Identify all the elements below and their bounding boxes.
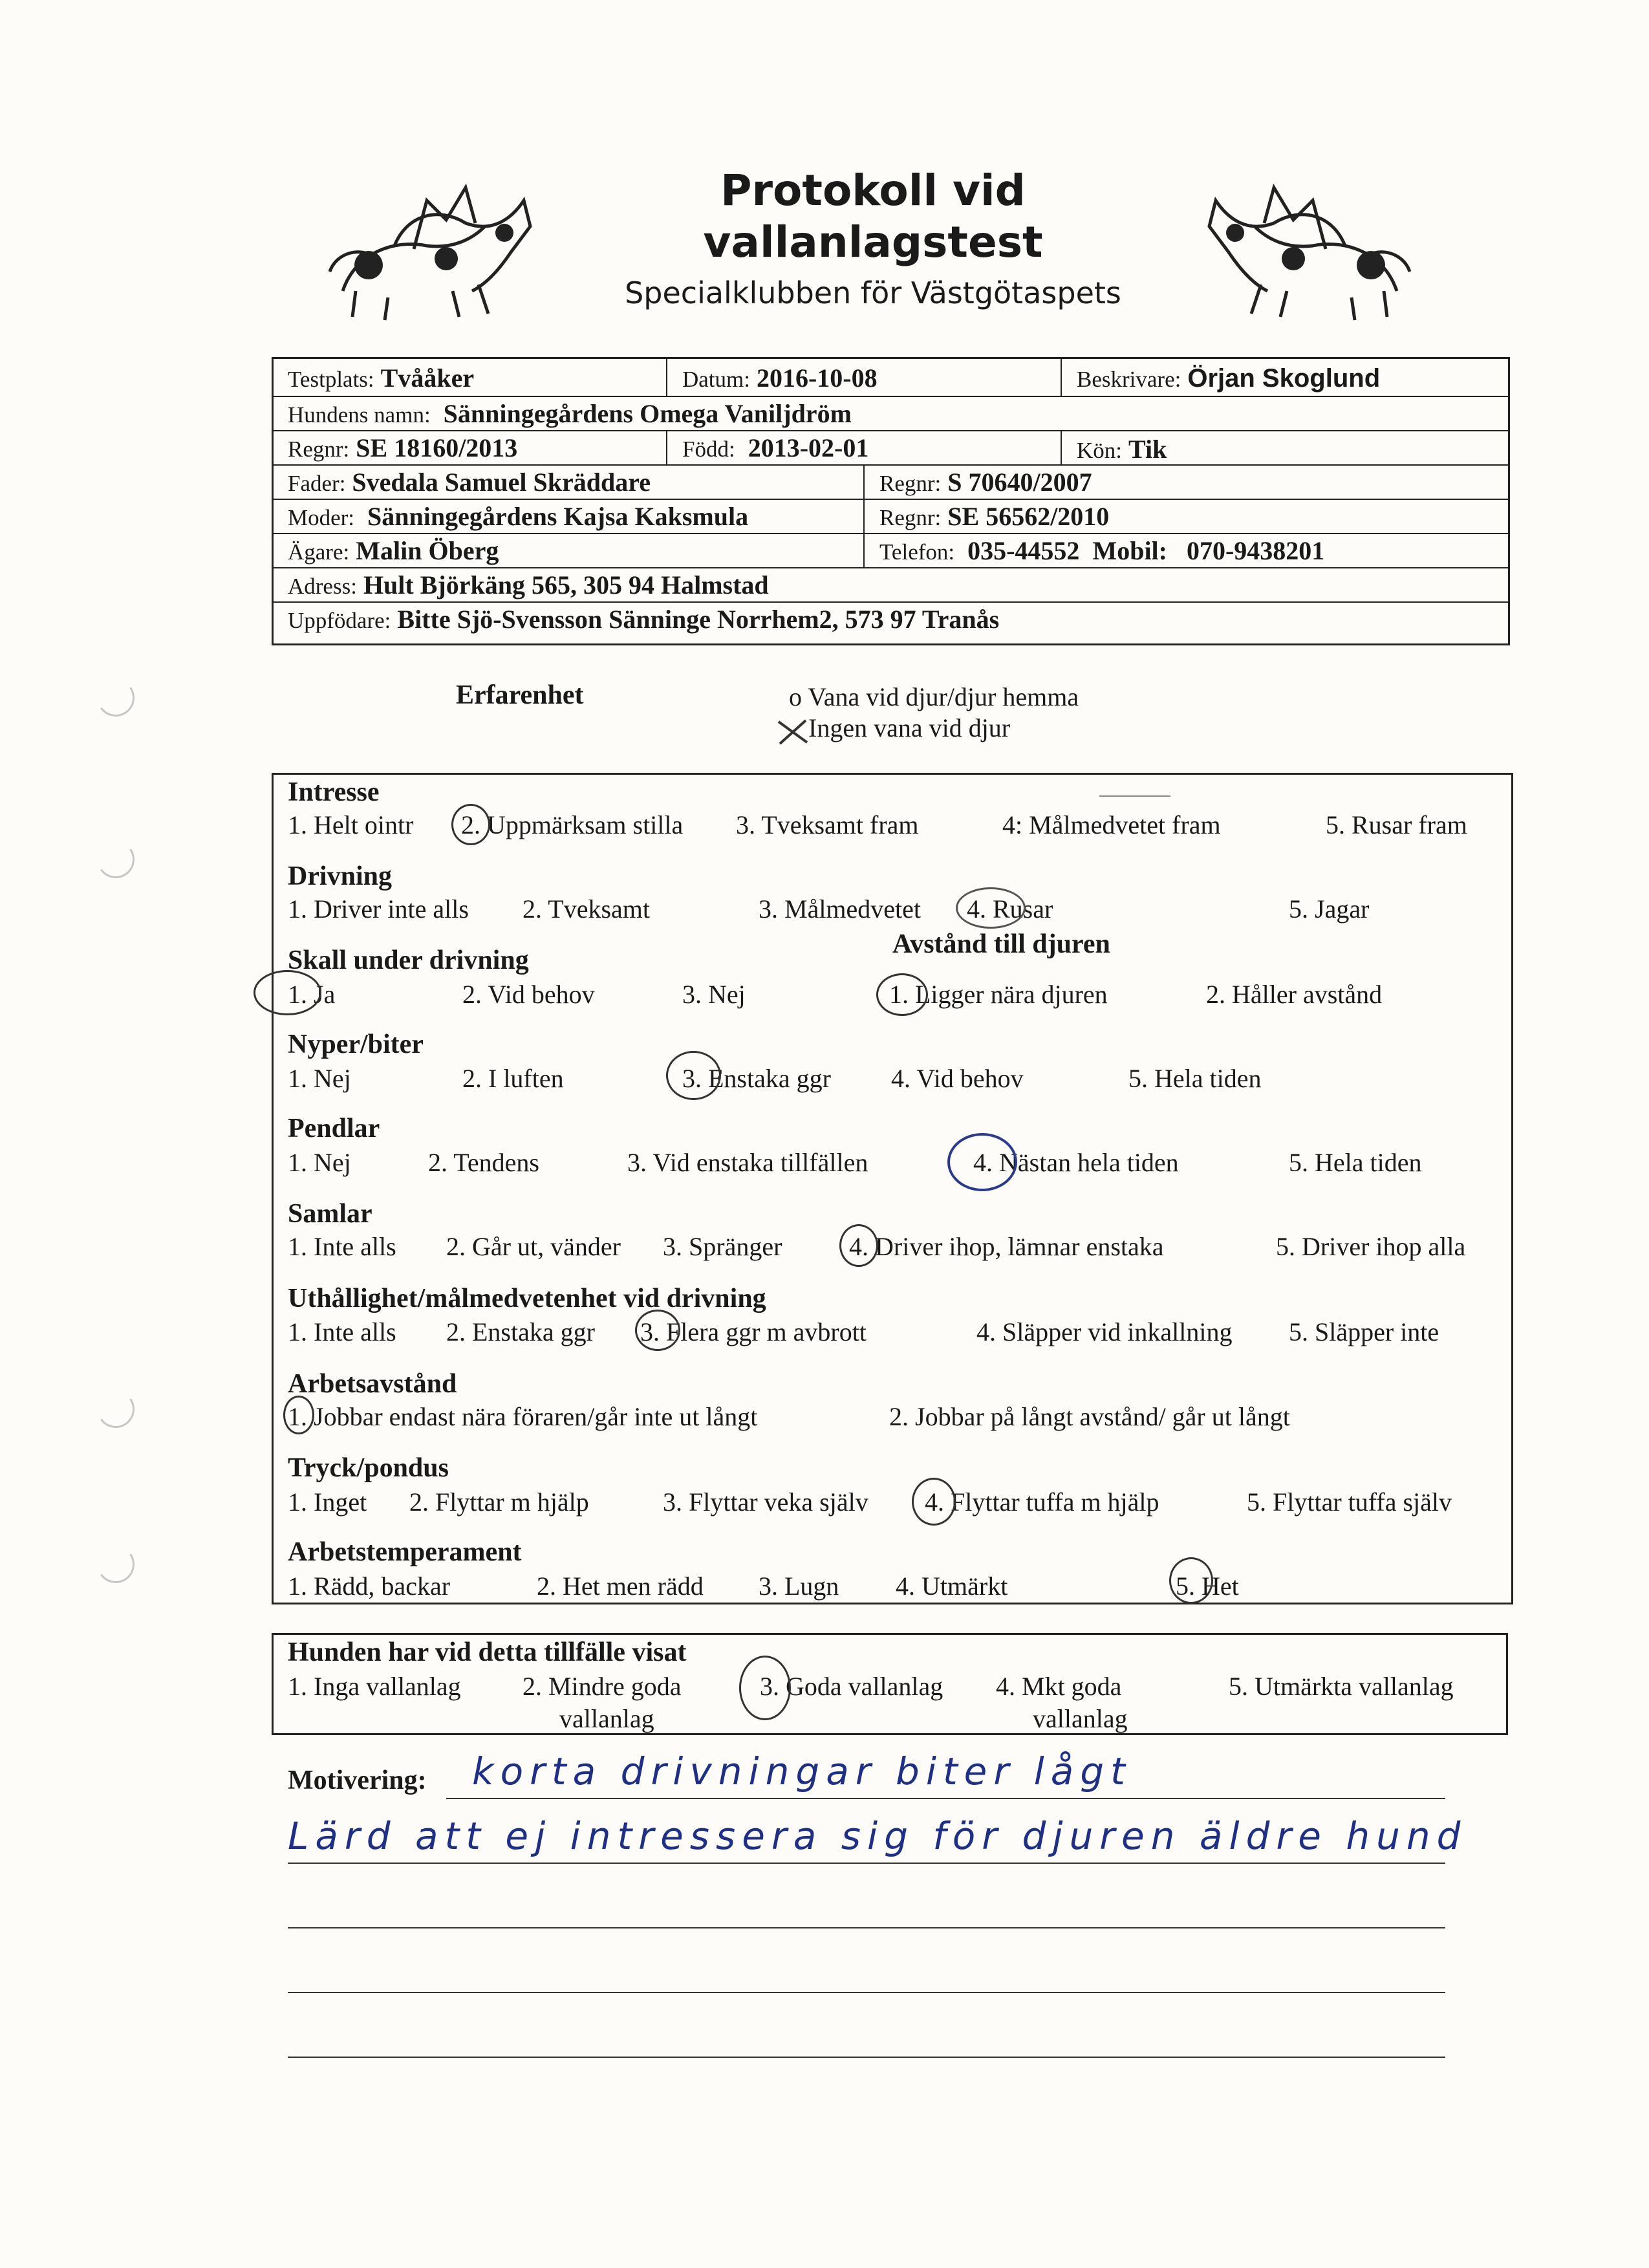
pendlar-option-5: 5. Hela tiden (1289, 1148, 1422, 1177)
tryck-option-3: 3. Flyttar veka själv (663, 1487, 868, 1517)
arbetsavstand-option-2: 2. Jobbar på långt avstånd/ går ut långt (889, 1402, 1290, 1431)
nyper-option-4: 4. Vid behov (891, 1064, 1024, 1093)
section-title-uthallighet: Uthållighet/målmedvetenhet vid drivning (288, 1284, 766, 1313)
arbetsavstand-option-1: 1. Jobbar endast nära föraren/går inte ut långt (288, 1402, 758, 1431)
beskrivare-field: Beskrivare: Örjan Skoglund (1077, 364, 1381, 393)
selection-circle (956, 887, 1026, 929)
temperament-option-3: 3. Lugn (759, 1571, 839, 1601)
erfarenhet-option-1: o Vana vid djur/djur hemma (789, 682, 1079, 711)
avstand-option-1: 1. Ligger nära djuren (889, 980, 1108, 1009)
uthallighet-option-1: 1. Inte alls (288, 1317, 396, 1346)
selection-circle (253, 970, 321, 1015)
temperament-option-5: 5. Het (1176, 1571, 1239, 1601)
result-option-2-line2: vallanlag (559, 1704, 654, 1733)
skall-option-1: 1. Ja (288, 980, 336, 1009)
pendlar-option-1: 1. Nej (288, 1148, 351, 1177)
form-header (517, 165, 1229, 312)
pendlar-option-3: 3. Vid enstaka tillfällen (627, 1148, 868, 1177)
selection-circle (876, 973, 928, 1016)
drivning-option-4: 4. Rusar (967, 894, 1053, 923)
erfarenhet-option-2: Ingen vana vid djur (808, 713, 1011, 742)
selection-circle (739, 1656, 791, 1720)
result-title: Hunden har vid detta tillfälle visat (288, 1637, 687, 1667)
result-option-1: 1. Inga vallanlag (288, 1672, 461, 1701)
section-title-skall: Skall under drivning (288, 945, 529, 975)
temperament-option-2: 2. Het men rädd (537, 1571, 704, 1601)
punch-hole (94, 676, 137, 719)
intresse-option-2: 2. Uppmärksam stilla (461, 810, 684, 839)
selection-circle (283, 1396, 314, 1434)
agare-field: Ägare: Malin Öberg (288, 536, 499, 565)
selection-circle (1169, 1557, 1213, 1604)
intresse-option-1: 1. Helt ointr (288, 810, 414, 839)
section-title-samlar: Samlar (288, 1199, 372, 1229)
intresse-option-5: 5. Rusar fram (1326, 810, 1467, 839)
kon-field: Kön: Tik (1077, 435, 1167, 464)
fodd-field: Född: 2013-02-01 (682, 433, 869, 462)
selection-circle (666, 1051, 721, 1100)
dog-logo-left (317, 162, 550, 323)
selection-circle (451, 804, 490, 845)
result-option-4: 4. Mkt goda (996, 1672, 1122, 1701)
section-title-nyper: Nyper/biter (288, 1030, 424, 1059)
hundnamn-field: Hundens namn: Sänningegårdens Omega Vaniljdröm (288, 399, 852, 428)
temperament-option-4: 4. Utmärkt (896, 1571, 1008, 1601)
fader-regnr-field: Regnr: S 70640/2007 (879, 468, 1092, 497)
selection-circle (912, 1478, 956, 1526)
drivning-option-1: 1. Driver inte alls (288, 894, 469, 923)
section-title-avstand: Avstånd till djuren (892, 929, 1110, 959)
samlar-option-3: 3. Spränger (663, 1232, 782, 1261)
cross-mark-icon (775, 717, 812, 748)
section-title-intresse: Intresse (288, 777, 380, 807)
punch-hole (94, 1542, 137, 1586)
uthallighet-option-5: 5. Släpper inte (1289, 1317, 1439, 1346)
nyper-option-5: 5. Hela tiden (1128, 1064, 1262, 1093)
tryck-option-2: 2. Flyttar m hjälp (409, 1487, 589, 1517)
result-option-5: 5. Utmärkta vallanlag (1229, 1672, 1454, 1701)
intresse-option-3: 3. Tveksamt fram (736, 810, 919, 839)
tryck-option-1: 1. Inget (288, 1487, 367, 1517)
form-title-line2: vallanlagstest (703, 217, 1043, 267)
section-title-drivning: Drivning (288, 861, 393, 891)
drivning-option-2: 2. Tveksamt (523, 894, 651, 923)
selection-circle (947, 1133, 1017, 1191)
result-option-2: 2. Mindre goda (523, 1672, 682, 1701)
regnr-field: Regnr: SE 18160/2013 (288, 433, 518, 462)
section-title-arbetstemperament: Arbetstemperament (288, 1537, 522, 1567)
tryck-option-4: 4. Flyttar tuffa m hjälp (925, 1487, 1159, 1517)
samlar-option-4: 4. Driver ihop, lämnar enstaka (849, 1232, 1164, 1261)
nyper-option-1: 1. Nej (288, 1064, 351, 1093)
nyper-option-3: 3. Enstaka ggr (682, 1064, 831, 1093)
section-title-pendlar: Pendlar (288, 1114, 380, 1143)
drivning-option-5: 5. Jagar (1289, 894, 1370, 923)
samlar-option-1: 1. Inte alls (288, 1232, 396, 1261)
moder-regnr-field: Regnr: SE 56562/2010 (879, 502, 1110, 531)
adress-field: Adress: Hult Björkäng 565, 305 94 Halmstad (288, 570, 769, 599)
skall-option-3: 3. Nej (682, 980, 746, 1009)
erfarenhet-title: Erfarenhet (456, 680, 584, 710)
uthallighet-option-4: 4. Släpper vid inkallning (976, 1317, 1233, 1346)
result-option-3: 3. Goda vallanlag (760, 1672, 943, 1701)
avstand-option-2: 2. Håller avstånd (1206, 980, 1383, 1009)
moder-field: Moder: Sänningegårdens Kajsa Kaksmula (288, 502, 749, 531)
section-title-arbetsavstand: Arbetsavstånd (288, 1369, 457, 1399)
tryck-option-5: 5. Flyttar tuffa själv (1247, 1487, 1452, 1517)
testplats-field: Testplats: Tvååker (288, 363, 475, 393)
motivering-handwriting-1: korta drivningar biter lågt (472, 1749, 1132, 1793)
datum-field: Datum: 2016-10-08 (682, 363, 878, 393)
intresse-option-4: 4: Målmedvetet fram (1002, 810, 1221, 839)
form-subtitle: Specialklubben för Västgötaspets (625, 275, 1121, 310)
pendlar-option-4: 4. Nästan hela tiden (973, 1148, 1179, 1177)
samlar-option-2: 2. Går ut, vänder (446, 1232, 621, 1261)
punch-hole (94, 1387, 137, 1431)
skall-option-2: 2. Vid behov (462, 980, 595, 1009)
nyper-option-2: 2. I luften (462, 1064, 564, 1093)
result-option-4-line2: vallanlag (1033, 1704, 1128, 1733)
motivering-handwriting-2: Lärd att ej intressera sig för djuren äldre hund (288, 1814, 1467, 1858)
uppfodare-field: Uppfödare: Bitte Sjö-Svensson Sänninge Norrhem2, 573 97 Tranås (288, 605, 1000, 634)
pendlar-option-2: 2. Tendens (428, 1148, 539, 1177)
motivering-label: Motivering: (288, 1766, 427, 1795)
selection-circle (635, 1310, 680, 1351)
section-title-tryck: Tryck/pondus (288, 1453, 449, 1483)
uthallighet-option-3: 3. Flera ggr m avbrott (640, 1317, 867, 1346)
samlar-option-5: 5. Driver ihop alla (1276, 1232, 1466, 1261)
drivning-option-3: 3. Målmedvetet (759, 894, 921, 923)
fader-field: Fader: Svedala Samuel Skräddare (288, 468, 651, 497)
selection-circle (839, 1224, 878, 1267)
uthallighet-option-2: 2. Enstaka ggr (446, 1317, 595, 1346)
temperament-option-1: 1. Rädd, backar (288, 1571, 451, 1601)
telefon-field: Telefon: 035-44552 Mobil: 070-9438201 (879, 536, 1325, 565)
form-title-line1: Protokoll vid (720, 166, 1026, 215)
punch-hole (94, 837, 137, 881)
